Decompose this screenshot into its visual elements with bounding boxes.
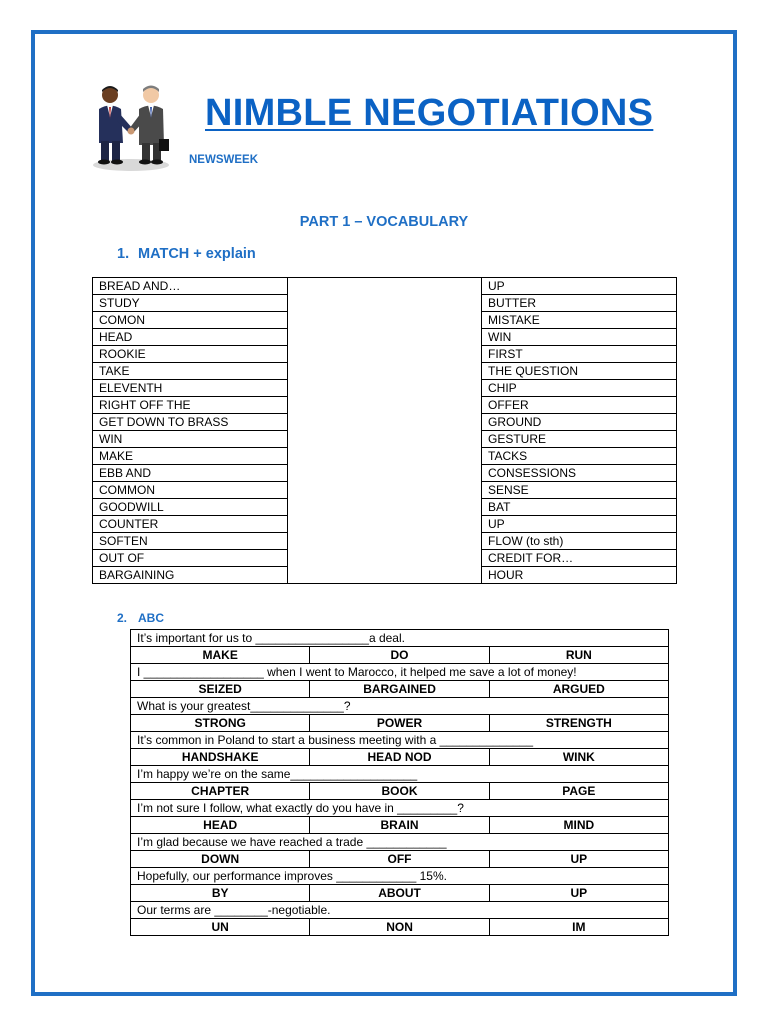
- answer-option[interactable]: BY: [131, 885, 310, 902]
- match-left-cell: GOODWILL: [93, 499, 288, 516]
- match-left-cell: RIGHT OFF THE: [93, 397, 288, 414]
- options-row: [131, 885, 669, 902]
- answer-option[interactable]: PAGE: [489, 783, 668, 800]
- table-row: [93, 482, 677, 499]
- answer-option[interactable]: DOWN: [131, 851, 310, 868]
- handshake-icon: [89, 83, 174, 173]
- match-table: [92, 277, 677, 584]
- section-1-heading: [117, 246, 256, 262]
- question-sentence: I __________________ when I went to Marocco, it helped me save a lot of money!: [131, 664, 669, 681]
- options-row: [131, 681, 669, 698]
- match-right-cell: OFFER: [482, 397, 677, 414]
- question-sentence: It’s important for us to _________________a deal.: [131, 630, 669, 647]
- question-sentence: Our terms are ________-negotiable.: [131, 902, 669, 919]
- match-right-cell: WIN: [482, 329, 677, 346]
- match-answer-cell[interactable]: [288, 414, 482, 431]
- answer-option[interactable]: HANDSHAKE: [131, 749, 310, 766]
- match-left-cell: COMON: [93, 312, 288, 329]
- table-row: [93, 312, 677, 329]
- match-right-cell: SENSE: [482, 482, 677, 499]
- options-row: [131, 817, 669, 834]
- question-sentence: It’s common in Poland to start a business meeting with a ______________: [131, 732, 669, 749]
- match-answer-cell[interactable]: [288, 567, 482, 584]
- options-row: [131, 919, 669, 936]
- question-row: [131, 902, 669, 919]
- match-right-cell: GESTURE: [482, 431, 677, 448]
- answer-option[interactable]: UP: [489, 885, 668, 902]
- source-label: NEWSWEEK: [189, 154, 258, 166]
- table-row: [93, 567, 677, 584]
- match-answer-cell[interactable]: [288, 533, 482, 550]
- question-row: [131, 698, 669, 715]
- answer-option[interactable]: NON: [310, 919, 489, 936]
- options-row: [131, 851, 669, 868]
- table-row: [93, 533, 677, 550]
- answer-option[interactable]: DO: [310, 647, 489, 664]
- table-row: [93, 465, 677, 482]
- match-left-cell: ELEVENTH: [93, 380, 288, 397]
- table-row: [93, 295, 677, 312]
- match-answer-cell[interactable]: [288, 380, 482, 397]
- section-2-heading: [117, 611, 164, 625]
- answer-option[interactable]: RUN: [489, 647, 668, 664]
- match-right-cell: TACKS: [482, 448, 677, 465]
- match-answer-cell[interactable]: [288, 397, 482, 414]
- match-right-cell: CHIP: [482, 380, 677, 397]
- answer-option[interactable]: BOOK: [310, 783, 489, 800]
- match-left-cell: EBB AND: [93, 465, 288, 482]
- answer-option[interactable]: UN: [131, 919, 310, 936]
- section-label: MATCH + explain: [138, 246, 256, 262]
- match-right-cell: CREDIT FOR…: [482, 550, 677, 567]
- answer-option[interactable]: IM: [489, 919, 668, 936]
- answer-option[interactable]: ABOUT: [310, 885, 489, 902]
- section-number: 2.: [117, 611, 128, 625]
- answer-option[interactable]: HEAD NOD: [310, 749, 489, 766]
- answer-option[interactable]: OFF: [310, 851, 489, 868]
- match-right-cell: UP: [482, 516, 677, 533]
- part-heading: PART 1 – VOCABULARY: [299, 214, 469, 230]
- match-left-cell: COMMON: [93, 482, 288, 499]
- match-left-cell: MAKE: [93, 448, 288, 465]
- match-answer-cell[interactable]: [288, 465, 482, 482]
- options-row: [131, 783, 669, 800]
- match-answer-cell[interactable]: [288, 312, 482, 329]
- match-right-cell: CONSESSIONS: [482, 465, 677, 482]
- question-sentence: I’m glad because we have reached a trade ____________: [131, 834, 669, 851]
- options-row: [131, 647, 669, 664]
- options-row: [131, 749, 669, 766]
- match-left-cell: OUT OF: [93, 550, 288, 567]
- match-answer-cell[interactable]: [288, 516, 482, 533]
- answer-option[interactable]: CHAPTER: [131, 783, 310, 800]
- answer-option[interactable]: WINK: [489, 749, 668, 766]
- table-row: [93, 448, 677, 465]
- match-right-cell: FIRST: [482, 346, 677, 363]
- answer-option[interactable]: HEAD: [131, 817, 310, 834]
- match-answer-cell[interactable]: [288, 295, 482, 312]
- answer-option[interactable]: POWER: [310, 715, 489, 732]
- match-right-cell: THE QUESTION: [482, 363, 677, 380]
- question-row: [131, 630, 669, 647]
- table-row: [93, 329, 677, 346]
- match-left-cell: STUDY: [93, 295, 288, 312]
- match-answer-cell[interactable]: [288, 482, 482, 499]
- answer-option[interactable]: STRENGTH: [489, 715, 668, 732]
- table-row: [93, 550, 677, 567]
- table-row: [93, 363, 677, 380]
- match-left-cell: TAKE: [93, 363, 288, 380]
- match-left-cell: BREAD AND…: [93, 278, 288, 295]
- match-answer-cell[interactable]: [288, 550, 482, 567]
- match-left-cell: COUNTER: [93, 516, 288, 533]
- match-left-cell: WIN: [93, 431, 288, 448]
- question-row: [131, 834, 669, 851]
- question-sentence: What is your greatest______________?: [131, 698, 669, 715]
- match-answer-cell[interactable]: [288, 499, 482, 516]
- answer-option[interactable]: BRAIN: [310, 817, 489, 834]
- match-answer-cell[interactable]: [288, 329, 482, 346]
- table-row: [93, 346, 677, 363]
- question-row: [131, 766, 669, 783]
- table-row: [93, 380, 677, 397]
- match-right-cell: FLOW (to sth): [482, 533, 677, 550]
- page-title: NIMBLE NEGOTIATIONS: [205, 92, 654, 134]
- match-right-cell: GROUND: [482, 414, 677, 431]
- match-answer-cell[interactable]: [288, 346, 482, 363]
- table-row: [93, 278, 677, 295]
- match-answer-cell[interactable]: [288, 278, 482, 295]
- answer-option[interactable]: UP: [489, 851, 668, 868]
- table-row: [93, 397, 677, 414]
- answer-option[interactable]: STRONG: [131, 715, 310, 732]
- table-row: [93, 431, 677, 448]
- table-row: [93, 499, 677, 516]
- question-row: [131, 664, 669, 681]
- options-row: [131, 715, 669, 732]
- section-label: ABC: [138, 611, 164, 625]
- match-right-cell: BUTTER: [482, 295, 677, 312]
- match-right-cell: MISTAKE: [482, 312, 677, 329]
- question-sentence: Hopefully, our performance improves ____________ 15%.: [131, 868, 669, 885]
- answer-option[interactable]: MAKE: [131, 647, 310, 664]
- match-answer-cell[interactable]: [288, 431, 482, 448]
- abc-table: [130, 629, 669, 936]
- match-left-cell: GET DOWN TO BRASS: [93, 414, 288, 431]
- match-right-cell: BAT: [482, 499, 677, 516]
- answer-option[interactable]: BARGAINED: [310, 681, 489, 698]
- question-row: [131, 800, 669, 817]
- answer-option[interactable]: SEIZED: [131, 681, 310, 698]
- match-left-cell: BARGAINING: [93, 567, 288, 584]
- answer-option[interactable]: ARGUED: [489, 681, 668, 698]
- answer-option[interactable]: MIND: [489, 817, 668, 834]
- question-sentence: I’m not sure I follow, what exactly do you have in _________?: [131, 800, 669, 817]
- table-row: [93, 414, 677, 431]
- section-number: 1.: [117, 246, 130, 262]
- question-row: [131, 868, 669, 885]
- match-right-cell: UP: [482, 278, 677, 295]
- match-answer-cell[interactable]: [288, 448, 482, 465]
- match-left-cell: SOFTEN: [93, 533, 288, 550]
- match-left-cell: ROOKIE: [93, 346, 288, 363]
- question-sentence: I’m happy we’re on the same___________________: [131, 766, 669, 783]
- question-row: [131, 732, 669, 749]
- match-right-cell: HOUR: [482, 567, 677, 584]
- match-left-cell: HEAD: [93, 329, 288, 346]
- table-row: [93, 516, 677, 533]
- match-answer-cell[interactable]: [288, 363, 482, 380]
